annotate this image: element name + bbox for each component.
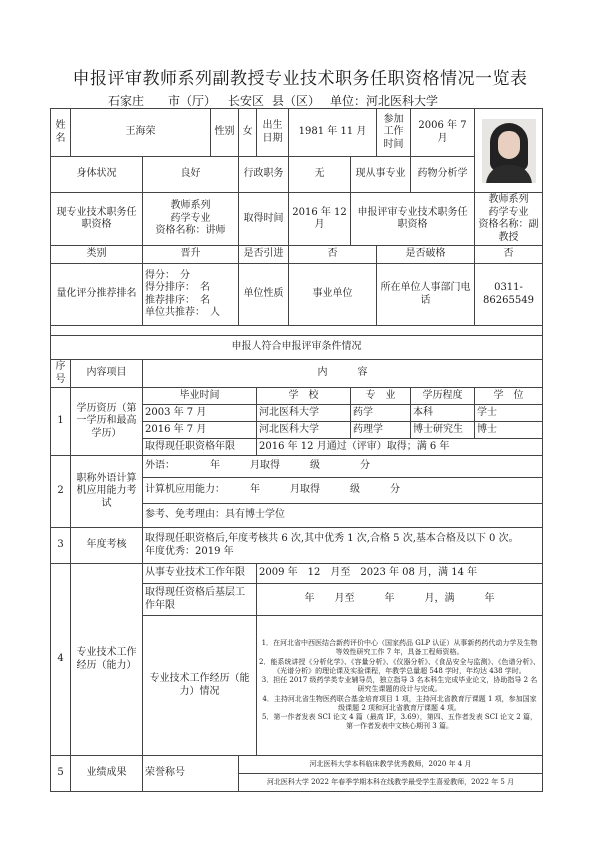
district: 长安区 [228, 94, 265, 108]
edu-no: 1 [51, 388, 71, 456]
assess-label: 年度考核 [71, 528, 143, 564]
honor-label: 荣誉称号 [143, 756, 239, 792]
col-item-header: 内容项目 [71, 360, 143, 388]
honor-item: 河北医科大学 2022 年春季学期本科在线教学最受学生喜爱教师，2022 年 5 月 [239, 774, 543, 792]
qual-limit-label: 取得现任职资格年限 [143, 439, 257, 456]
work-start-value: 2006 年 7 月 [411, 109, 475, 157]
assess-no: 3 [51, 528, 71, 564]
obtain-time-label: 取得时间 [239, 193, 289, 246]
edu-row: 2003 年 7 月 河北医科大学 药学 本科 学士 [51, 405, 543, 422]
hr-phone-value: 0311-86265549 [475, 264, 543, 326]
introduced-value: 否 [289, 246, 377, 264]
birth-value: 1981 年 11 月 [289, 109, 377, 157]
edu-label: 学历资历（第一学历和最高学历） [71, 388, 143, 456]
city: 石家庄 [108, 94, 145, 108]
work-years-label: 从事专业技术工作年限 [143, 564, 257, 584]
lang-no: 2 [51, 456, 71, 528]
specialty-value: 药物分析学 [411, 157, 475, 193]
edu-col-major: 专 业 [351, 388, 411, 405]
exempt-reason: 参考、免考理由：具有博士学位 [143, 504, 543, 528]
category-label: 类别 [51, 246, 143, 264]
edu-col-level: 学历程度 [411, 388, 475, 405]
applicant-photo [482, 119, 536, 183]
edu-col-date: 毕业时间 [143, 388, 257, 405]
specialty-label: 现从事专业 [351, 157, 411, 193]
quant-score-label: 量化评分推荐排名 [51, 264, 143, 326]
achieve-no: 5 [51, 756, 71, 792]
work-years-value: 2009 年 12 月至 2023 年 08 月，满 14 年 [257, 564, 543, 584]
district-suffix: 县（区） [272, 94, 321, 108]
page-title: 申报评审教师系列副教授专业技术职务任职资格情况一览表 [72, 69, 528, 89]
unit-nature-label: 单位性质 [239, 264, 289, 326]
qualification-form [50, 108, 543, 792]
unit-label: 单位： [330, 94, 367, 108]
photo-cell [475, 109, 543, 193]
apply-title-value: 教师系列 药学专业 资格名称：副教授 [475, 193, 543, 246]
unit-name: 河北医科大学 [366, 94, 439, 108]
health-value: 良好 [143, 157, 239, 193]
edu-row: 2016 年 7 月 河北医科大学 药理学 博士研究生 博士 [51, 422, 543, 439]
location-line [90, 92, 450, 109]
current-title-value: 教师系列 药学专业 资格名称：讲师 [143, 193, 239, 246]
exception-value: 否 [475, 246, 543, 264]
current-title-label: 现专业技术职务任职资格 [51, 193, 143, 246]
col-no-header: 序号 [51, 360, 71, 388]
list-item: 3．担任 2017 级药学类专业辅导员，独立指导 3 名本科生完成毕业论文，协助指导 2 名研究生课题的设计与完成。 [261, 676, 538, 693]
grassroots-value: 年 月至 年 月，满 年 [257, 584, 543, 616]
honor-item: 河北医科大学本科临床教学优秀教师，2020 年 4 月 [239, 756, 543, 774]
health-label: 身体状况 [51, 157, 143, 193]
quant-score-values: 得分： 分 得分排序： 名 推荐排序： 名 单位共推荐： 人 [143, 264, 239, 326]
edu-col-school: 学 校 [257, 388, 351, 405]
list-item: 1．在河北省中西医结合新药评价中心（国家药品 GLP 认证）从事新药药代动力学及生物等效性研究工作 7 年，具备工程师资格。 [261, 639, 538, 656]
achieve-label: 业绩成果 [71, 756, 143, 792]
unit-nature-value: 事业单位 [289, 264, 377, 326]
grassroots-label: 取得现任资格后基层工作年限 [143, 584, 257, 616]
category-value: 晋升 [143, 246, 239, 264]
introduced-label: 是否引进 [239, 246, 289, 264]
obtain-time-value: 2016 年 12 月 [289, 193, 351, 246]
qual-limit-value: 2016 年 12 月通过（评审）取得；满 6 年 [257, 439, 543, 456]
foreign-language: 外语： 年 月取得 级 分 [143, 456, 543, 478]
work-start-label: 参加工作时间 [377, 109, 411, 157]
computer-ability: 计算机应用能力： 年 月取得 级 分 [143, 478, 543, 504]
hr-phone-label: 所在单位人事部门电话 [377, 264, 475, 326]
admin-post-value: 无 [289, 157, 351, 193]
experience-list [257, 616, 543, 756]
work-no: 4 [51, 564, 71, 756]
name-value: 王海荣 [71, 109, 211, 157]
admin-post-label: 行政职务 [239, 157, 289, 193]
birth-label: 出生日期 [257, 109, 289, 157]
list-item: 5．第一作者发表 SCI 论文 4 篇（最高 IF，3.69），第四、五作者发表 SCI 论文 2 篇，第一作者发表中文核心期刊 3 篇。 [262, 713, 537, 730]
city-suffix: 市（厅） [168, 94, 217, 108]
list-item: 2．能系统讲授《分析化学》、《容量分析》、《仪器分析》、《食品安全与监测》、《色谱分析》、《光谱分析》的理论课及实验课程，年教学总量超 548 学时，年均达 438 学时。 [259, 657, 540, 675]
gender-label: 性别 [211, 109, 239, 157]
apply-title-label: 申报评审专业技术职务任职资格 [351, 193, 475, 246]
work-label: 专业技术工作经历（能力） [71, 564, 143, 756]
experience-label: 专业技术工作经历（能力）情况 [143, 616, 257, 756]
name-label: 姓名 [51, 109, 71, 157]
edu-col-degree: 学 位 [475, 388, 543, 405]
gender-value: 女 [239, 109, 257, 157]
col-content-header: 内 容 [143, 360, 543, 388]
assess-text: 取得现任职资格后,年度考核共 6 次,其中优秀 1 次,合格 5 次,基本合格及以下 0 次。 年度优秀：2019 年 [143, 528, 543, 564]
list-item: 4．主持河北省生物医药联合基金培育项目 1 项，主持河北省教育厅课题 1 项，参加国家级课题 2 项和河北省教育厅课题 4 项。 [262, 694, 537, 712]
lang-label: 职称外语计算机应用能力考试 [71, 456, 143, 528]
exception-label: 是否破格 [377, 246, 475, 264]
section-title: 申报人符合申报评审条件情况 [51, 336, 543, 360]
